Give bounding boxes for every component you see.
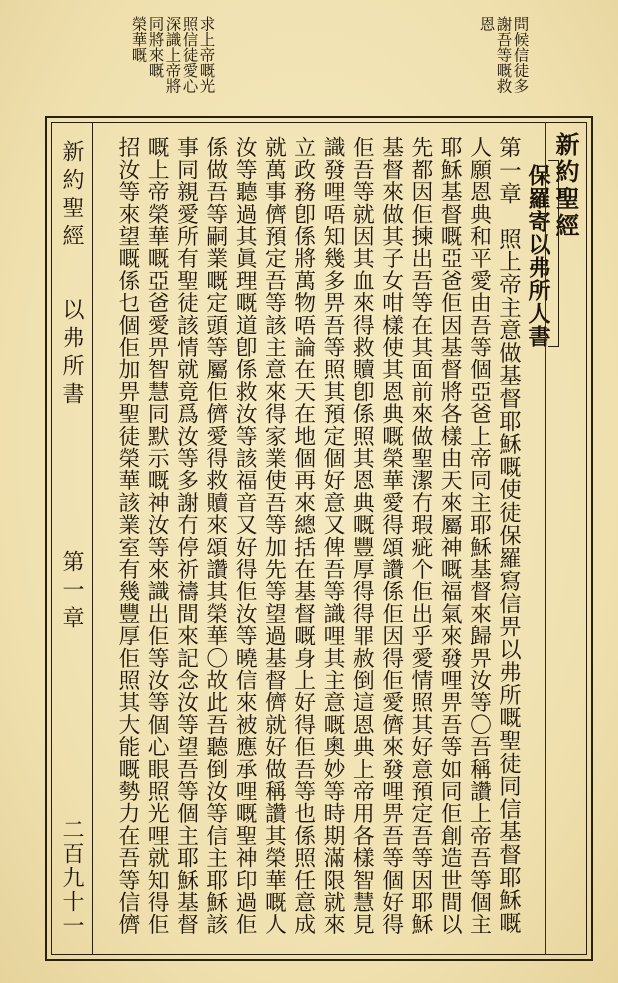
margin-note-line: 榮華嘅 [129,16,148,63]
margin-note-line: 深識上帝將 [163,16,182,94]
margin-note-line: 求上帝嘅光 [197,16,216,94]
column-rule [545,122,546,955]
running-chapter: 第一章 [59,550,84,634]
running-book-title: 新約聖經 [59,140,84,252]
body-column: 耶穌基督嘅亞爸佢因基督將各樣由天來屬神嘅福氣來發哩畀吾等如同佢創造世間以 [437,136,463,936]
body-column: 第一章 照上帝主意做基督耶穌嘅使徒保羅寫信畀以弗所嘅聖徒同信基督耶穌嘅 [495,136,522,934]
body-column: 基督來做其子女咁樣使其恩典嘅榮華愛得頌讚係佢因得佢愛儕來發哩畀吾等個好得 [378,136,404,936]
margin-note-line: 問候信徒多 [511,16,530,94]
body-column: 識發哩唔知幾多畀吾等照其預定個好意又俾吾等識哩其主意嘅奧妙等時期滿限就來 [319,136,345,936]
sidebar-rule [92,122,93,955]
body-column: 先都因佢揀出吾等在其面前來做聖潔冇瑕疵个佢出乎愛情照其好意預定吾等因耶穌 [407,136,433,936]
body-column: 嘅上帝榮華嘅亞爸愛畀智慧同默示嘅神汝等來識出佢等汝等個心眼照光哩就知得佢 [144,136,170,936]
margin-note-line: 恩 [477,16,496,32]
book-title-header: 新約聖經 [551,132,580,240]
margin-note-line: 謝吾等嘅救 [494,16,513,94]
body-column: 招汝等來望嘅係乜個佢加畀聖徒榮華該業室有幾豐厚佢照其大能嘅勢力在吾等信儕 [114,136,140,936]
margin-note-line: 同將來嘅 [146,16,165,78]
title-bracket [548,160,559,347]
margin-note-line: 照信徒愛心 [180,16,199,94]
body-column: 就萬事儕預定吾等該主意來得家業使吾等加先等望過基督儕就好做稱讚其榮華嘅人 [261,136,287,936]
body-column: 立政務卽係將萬物唔論在天在地個再來總括在基督嘅身上好得佢吾等也係照任意成 [290,136,316,936]
epistle-title: 保羅寄以弗所人書 [525,164,551,348]
body-column: 事同親愛所有聖徒該情就竟爲汝等多謝冇停祈禱間來記念汝等望吾等個主耶穌基督 [173,136,199,936]
body-column: 佢吾等就因其血來得救贖卽係照其恩典嘅豐厚得得罪赦倒這恩典上帝用各樣智慧見 [349,136,375,936]
body-column: 係做吾等嗣業嘅定頭等屬佢儕愛得救贖來頌讚其榮華〇故此吾聽倒汝等信主耶穌該 [202,136,228,936]
page-number: 二百九十一 [59,818,84,938]
running-book-name: 以弗所書 [59,298,84,410]
body-column: 人願恩典和平愛由吾等個亞爸上帝同主耶穌基督來歸畀汝等〇吾稱讚上帝吾等個主 [466,136,492,936]
body-column: 汝等聽過其眞理嘅道卽係救汝等該福音又好得佢汝等曉信來被應承哩嘅聖神印過佢 [232,136,258,936]
bleed-through-shadow [248,14,308,104]
